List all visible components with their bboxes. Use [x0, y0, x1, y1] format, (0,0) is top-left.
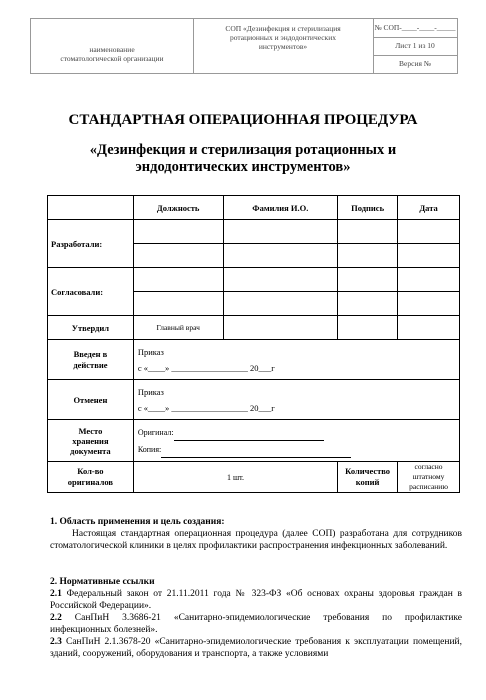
col-name-header: Фамилия И.О.	[223, 196, 338, 220]
section-1-heading: 1. Область применения и цель создания:	[50, 517, 225, 527]
orig-count-line1: Кол-во	[77, 466, 104, 476]
org-name-line1: наименование	[89, 45, 135, 54]
reference-text: Федеральный закон от 21.11.2011 года № 323-ФЗ «Об основах охраны здоровья граждан в Российской Федерации».	[50, 589, 462, 611]
reference-number: 2.3	[50, 637, 62, 647]
orig-count-line2: оригиналов	[67, 477, 114, 487]
table-cell[interactable]	[223, 268, 338, 292]
approved-position: Главный врач	[133, 316, 223, 340]
subtitle-line1: «Дезинфекция и стерилизация ротационных и	[89, 142, 397, 158]
table-cell[interactable]	[223, 220, 338, 244]
original-field[interactable]	[138, 424, 456, 441]
sop-meta-cell	[373, 19, 457, 73]
table-row	[48, 420, 460, 462]
section-1	[50, 516, 462, 552]
storage-line2: хранения	[72, 435, 109, 446]
copies-value	[398, 462, 460, 493]
reference-number: 2.1	[50, 589, 62, 599]
table-cell[interactable]	[398, 268, 460, 292]
table-cell[interactable]	[338, 292, 398, 316]
page-subtitle	[40, 142, 446, 176]
sop-title-line1: СОП «Дезинфекция и стерилизация	[225, 24, 341, 33]
reference-number: 2.2	[50, 613, 62, 623]
table-row	[48, 462, 460, 493]
storage-label	[48, 420, 134, 462]
document-header	[30, 18, 458, 74]
introduced-line2: действие	[73, 359, 108, 370]
table-row	[48, 220, 460, 244]
org-name-cell	[31, 19, 194, 73]
subtitle-line2: эндодонтических инструментов»	[135, 159, 351, 175]
sop-title-line3: инструментов»	[258, 42, 308, 51]
sop-title-line2: ротационных и эндодонтических	[230, 33, 336, 42]
copy-field[interactable]	[138, 441, 456, 458]
cancelled-date-field[interactable]: с «____» __________________ 20___г	[137, 402, 275, 413]
reference-item	[50, 612, 462, 636]
copies-value-line2: расписанию	[409, 482, 448, 491]
copies-line1: Количество	[345, 466, 391, 476]
introduced-line1: Введен в	[73, 348, 108, 359]
copies-value-line1: согласно штатному	[412, 462, 445, 481]
section-2-heading: 2. Нормативные ссылки	[50, 577, 155, 587]
section-1-text: Настоящая стандартная операционная процедура (далее СОП) разработана для сотрудников стоматологической клиники в целях профилактики распространения инфекционных заболеваний.	[50, 529, 462, 551]
table-cell[interactable]	[398, 292, 460, 316]
copies-line2: копий	[355, 477, 380, 487]
reference-text: СанПиН 3.3686-21 «Санитарно-эпидемиологические требования по профилактике инфекционных болезней».	[50, 613, 462, 635]
reference-item	[50, 636, 462, 660]
table-cell[interactable]	[223, 292, 338, 316]
introduced-label	[48, 340, 134, 380]
approved-label: Утвердил	[48, 316, 134, 340]
table-cell[interactable]	[223, 244, 338, 268]
table-cell[interactable]	[133, 244, 223, 268]
introduced-order-label: Приказ	[137, 346, 164, 357]
table-header-empty	[48, 196, 134, 220]
sheet-number: Лист 1 из 10	[395, 41, 435, 50]
org-name-line2: стоматологической организации	[60, 54, 164, 63]
storage-line1: Место	[78, 425, 103, 436]
col-signature-header: Подпись	[338, 196, 398, 220]
cancelled-order-label: Приказ	[137, 386, 164, 397]
table-cell[interactable]	[223, 316, 338, 340]
table-row	[48, 380, 460, 420]
agreed-label: Согласовали:	[48, 268, 134, 316]
storage-cell[interactable]	[133, 420, 459, 462]
table-row	[48, 268, 460, 292]
cancelled-order-cell[interactable]	[133, 380, 459, 420]
section-2	[50, 576, 462, 660]
sop-number: № СОП-____-____-_____	[374, 23, 456, 32]
introduced-date-field[interactable]: с «____» __________________ 20___г	[137, 362, 275, 373]
reference-item	[50, 588, 462, 612]
introduced-order-cell[interactable]	[133, 340, 459, 380]
sop-title-cell	[193, 19, 374, 73]
col-date-header: Дата	[398, 196, 460, 220]
developed-label: Разработали:	[48, 220, 134, 268]
version-number: Версия №	[399, 59, 431, 68]
table-row	[48, 340, 460, 380]
table-cell[interactable]	[338, 268, 398, 292]
storage-line3: документа	[70, 445, 111, 456]
col-position-header: Должность	[133, 196, 223, 220]
table-cell[interactable]	[338, 316, 398, 340]
table-header-row	[48, 196, 460, 220]
table-row	[48, 316, 460, 340]
table-cell[interactable]	[338, 244, 398, 268]
table-cell[interactable]	[338, 220, 398, 244]
page-title: СТАНДАРТНАЯ ОПЕРАЦИОННАЯ ПРОЦЕДУРА	[68, 112, 418, 128]
cancelled-label: Отменен	[48, 380, 134, 420]
table-cell[interactable]	[398, 244, 460, 268]
table-cell[interactable]	[133, 220, 223, 244]
table-cell[interactable]	[133, 268, 223, 292]
orig-count-value: 1 шт.	[133, 462, 337, 493]
orig-count-label	[48, 462, 134, 493]
reference-text: СанПиН 2.1.3678-20 «Санитарно-эпидемиологические требования к эксплуатации помещений, зданий, сооружений, оборудования и транспорта, а также условиями	[50, 637, 462, 659]
table-cell[interactable]	[398, 220, 460, 244]
table-cell[interactable]	[398, 316, 460, 340]
approval-table	[47, 195, 460, 493]
copy-label: Копия:	[137, 444, 162, 454]
copy-line[interactable]	[161, 447, 351, 458]
original-line[interactable]	[174, 430, 324, 441]
original-label: Оригинал:	[137, 427, 174, 437]
table-cell[interactable]	[133, 292, 223, 316]
copies-label	[338, 462, 398, 493]
